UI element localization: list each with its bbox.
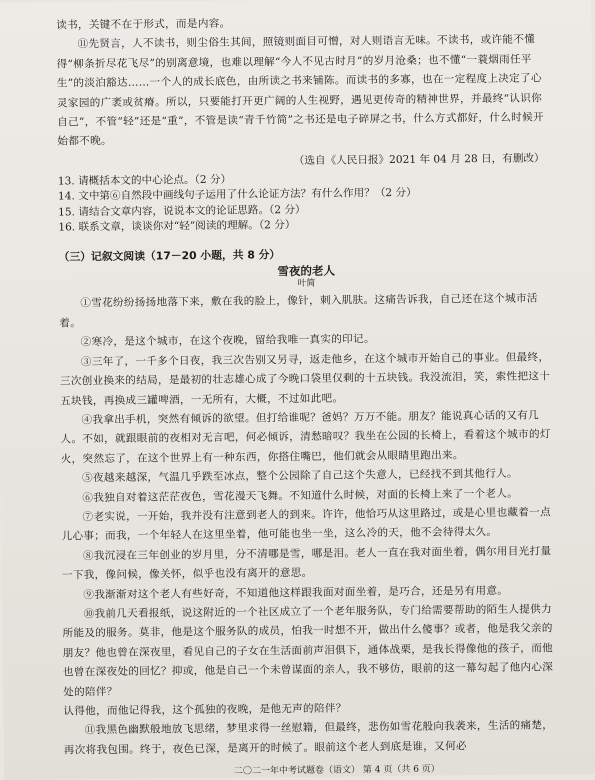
- source-citation: （选自《人民日报》2021 年 04 月 28 日，有删改）: [293, 152, 545, 167]
- section-heading: （三）记叙文阅读（17－20 小题，共 8 分）: [58, 248, 281, 264]
- passage-line: 读书，关键不在于形式，而是内容。: [56, 17, 231, 32]
- question-15: 15. 请结合文章内容，说说本文的论证思路。（2 分）: [58, 203, 306, 219]
- story-paragraph-1: ①雪花纷纷扬扬地落下来，敷在我的脸上，像针，刺入肌肤。这痛告诉我，自己还在这个城市活着。: [59, 292, 538, 330]
- story-paragraph-7: ⑦老实说，一开始，我并没有注意到老人的到来。许许，他恰巧从这里路过，或是心里也藏着一点儿心事；而我，一个年轻人在这里坐着，他可能也坐一坐，这么冷的天，他不会待得太久。: [61, 506, 551, 543]
- story-title: 雪夜的老人: [277, 264, 336, 279]
- page-footer: 二〇二一年中考试题卷（语文） 第 4 页（共 6 页）: [233, 764, 440, 777]
- story-paragraph-3: ③三年了，一千多个日夜，我三次告别又另寻，返走他乡，在这个城市开始自己的事业。但最终，三次创业换来的结局，是最初的壮志雄心成了今晚口袋里仅剩的十五块钱。我没流泪，笑，索性把这十五块钱，再换成三罐啤酒，一无所有，大概，不过如此吧。: [59, 351, 551, 407]
- story-paragraph-2: ②寒冷，是这个城市，在这个夜晚，留给我唯一真实的印记。: [80, 333, 375, 349]
- story-line-continued: 认得他，而他记得我，这个孤独的夜晚，是他无声的陪伴？: [63, 702, 347, 718]
- question-14: 14. 文中第⑥自然段中画线句子运用了什么论证方法？有什么作用？（2 分）: [57, 186, 417, 203]
- story-paragraph-11: ⑪我黑色幽默般地放飞思绪，梦里求得一丝慰籍，但最终，悲伤如雪花般向我袭来，生活的痛楚，再次将我包围。终于，夜色已深，是离开的时候了。眼前这个老人到底是谁，又何必: [63, 719, 554, 757]
- story-paragraph-8: ⑧我沉浸在三年创业的岁月里，分不清哪是雪，哪是泪。老人一直在我对面坐着，偶尔用目光打量一下我，像问候，像关怀，似乎也没有离开的意思。: [61, 545, 552, 582]
- passage-paragraph-11: ⑪先贤言，人不读书，则尘俗生其间，照镜则面目可憎，对人则语言无味。不读书，或许能不懂得“柳条折尽花飞尽”的别离意境，也难以理解“今人不见古时月”的岁月沧桑；也不懂“一蓑烟雨任平生”的淡泊豁达……一个人的成长底色，由所读之书来铺陈。而读书的多寡，也在一定程度上决定了心灵家园的广袤或贫瘠。所以，只要能打开更广阔的人生视野，遇见更传奇的精神世界，并最终“认识你自己”，不管“轻”还是“重”，不管是读“青千竹简”之书还是电子碎屏之书，什么方式都好，什么时候开始都不晚。: [56, 33, 544, 148]
- questions-list: [58, 169, 554, 236]
- question-13: 13. 请概括本文的中心论点。（2 分）: [57, 173, 232, 188]
- story-paragraph-10: ⑩我前几天看报纸，说这附近的一个社区成立了一个老年服务队，专门给需要帮助的陌生人提供力所能及的服务。莫非，他是这个服务队的成员，怕我一时想不开，做出什么傻事？或者，他是我父亲的朋友？他也曾在深夜里，看见自己的子女在生活面前声泪俱下，通体战栗，是我长得像他的孩子，而他也曾在深夜处的回忆？抑或，他是自己一个未曾谋面的亲人，我不够仿，眼前的这一幕勾起了他内心深处的陪伴？: [62, 603, 554, 699]
- story-body: [59, 290, 559, 761]
- question-16: 16. 联系文章，谈谈你对“轻”阅读的理解。（2 分）: [58, 219, 296, 234]
- story-paragraph-4: ④我拿出手机，突然有倾诉的欲望。但打给谁呢？爸妈？万万不能。朋友？能说真心话的又有几人。不如，就跟眼前的夜相对无言吧，何必倾诉，清愁暗叹？我坐在公园的长椅上，看着这个城市的灯火，突然忘了，在这个世界上有一种东西，你搭住嘴巴，他们就会从眼睛里跑出来。: [60, 409, 551, 466]
- story-paragraph-6: ⑥我独自对着这茫茫夜色，雪花漫天飞舞。不知道什么时候，对面的长椅上来了一个老人。: [82, 487, 519, 504]
- story-paragraph-9: ⑨我渐渐对这个老人有些好奇，不知道他这样跟我面对面坐着，是巧合，还是另有用意。: [83, 584, 509, 601]
- story-author: 叶简: [297, 279, 316, 290]
- story-paragraph-5: ⑤夜越来越深，气温几乎跌至冰点，整个公园除了自己这个失意人，已经找不到其他行人。: [82, 467, 518, 485]
